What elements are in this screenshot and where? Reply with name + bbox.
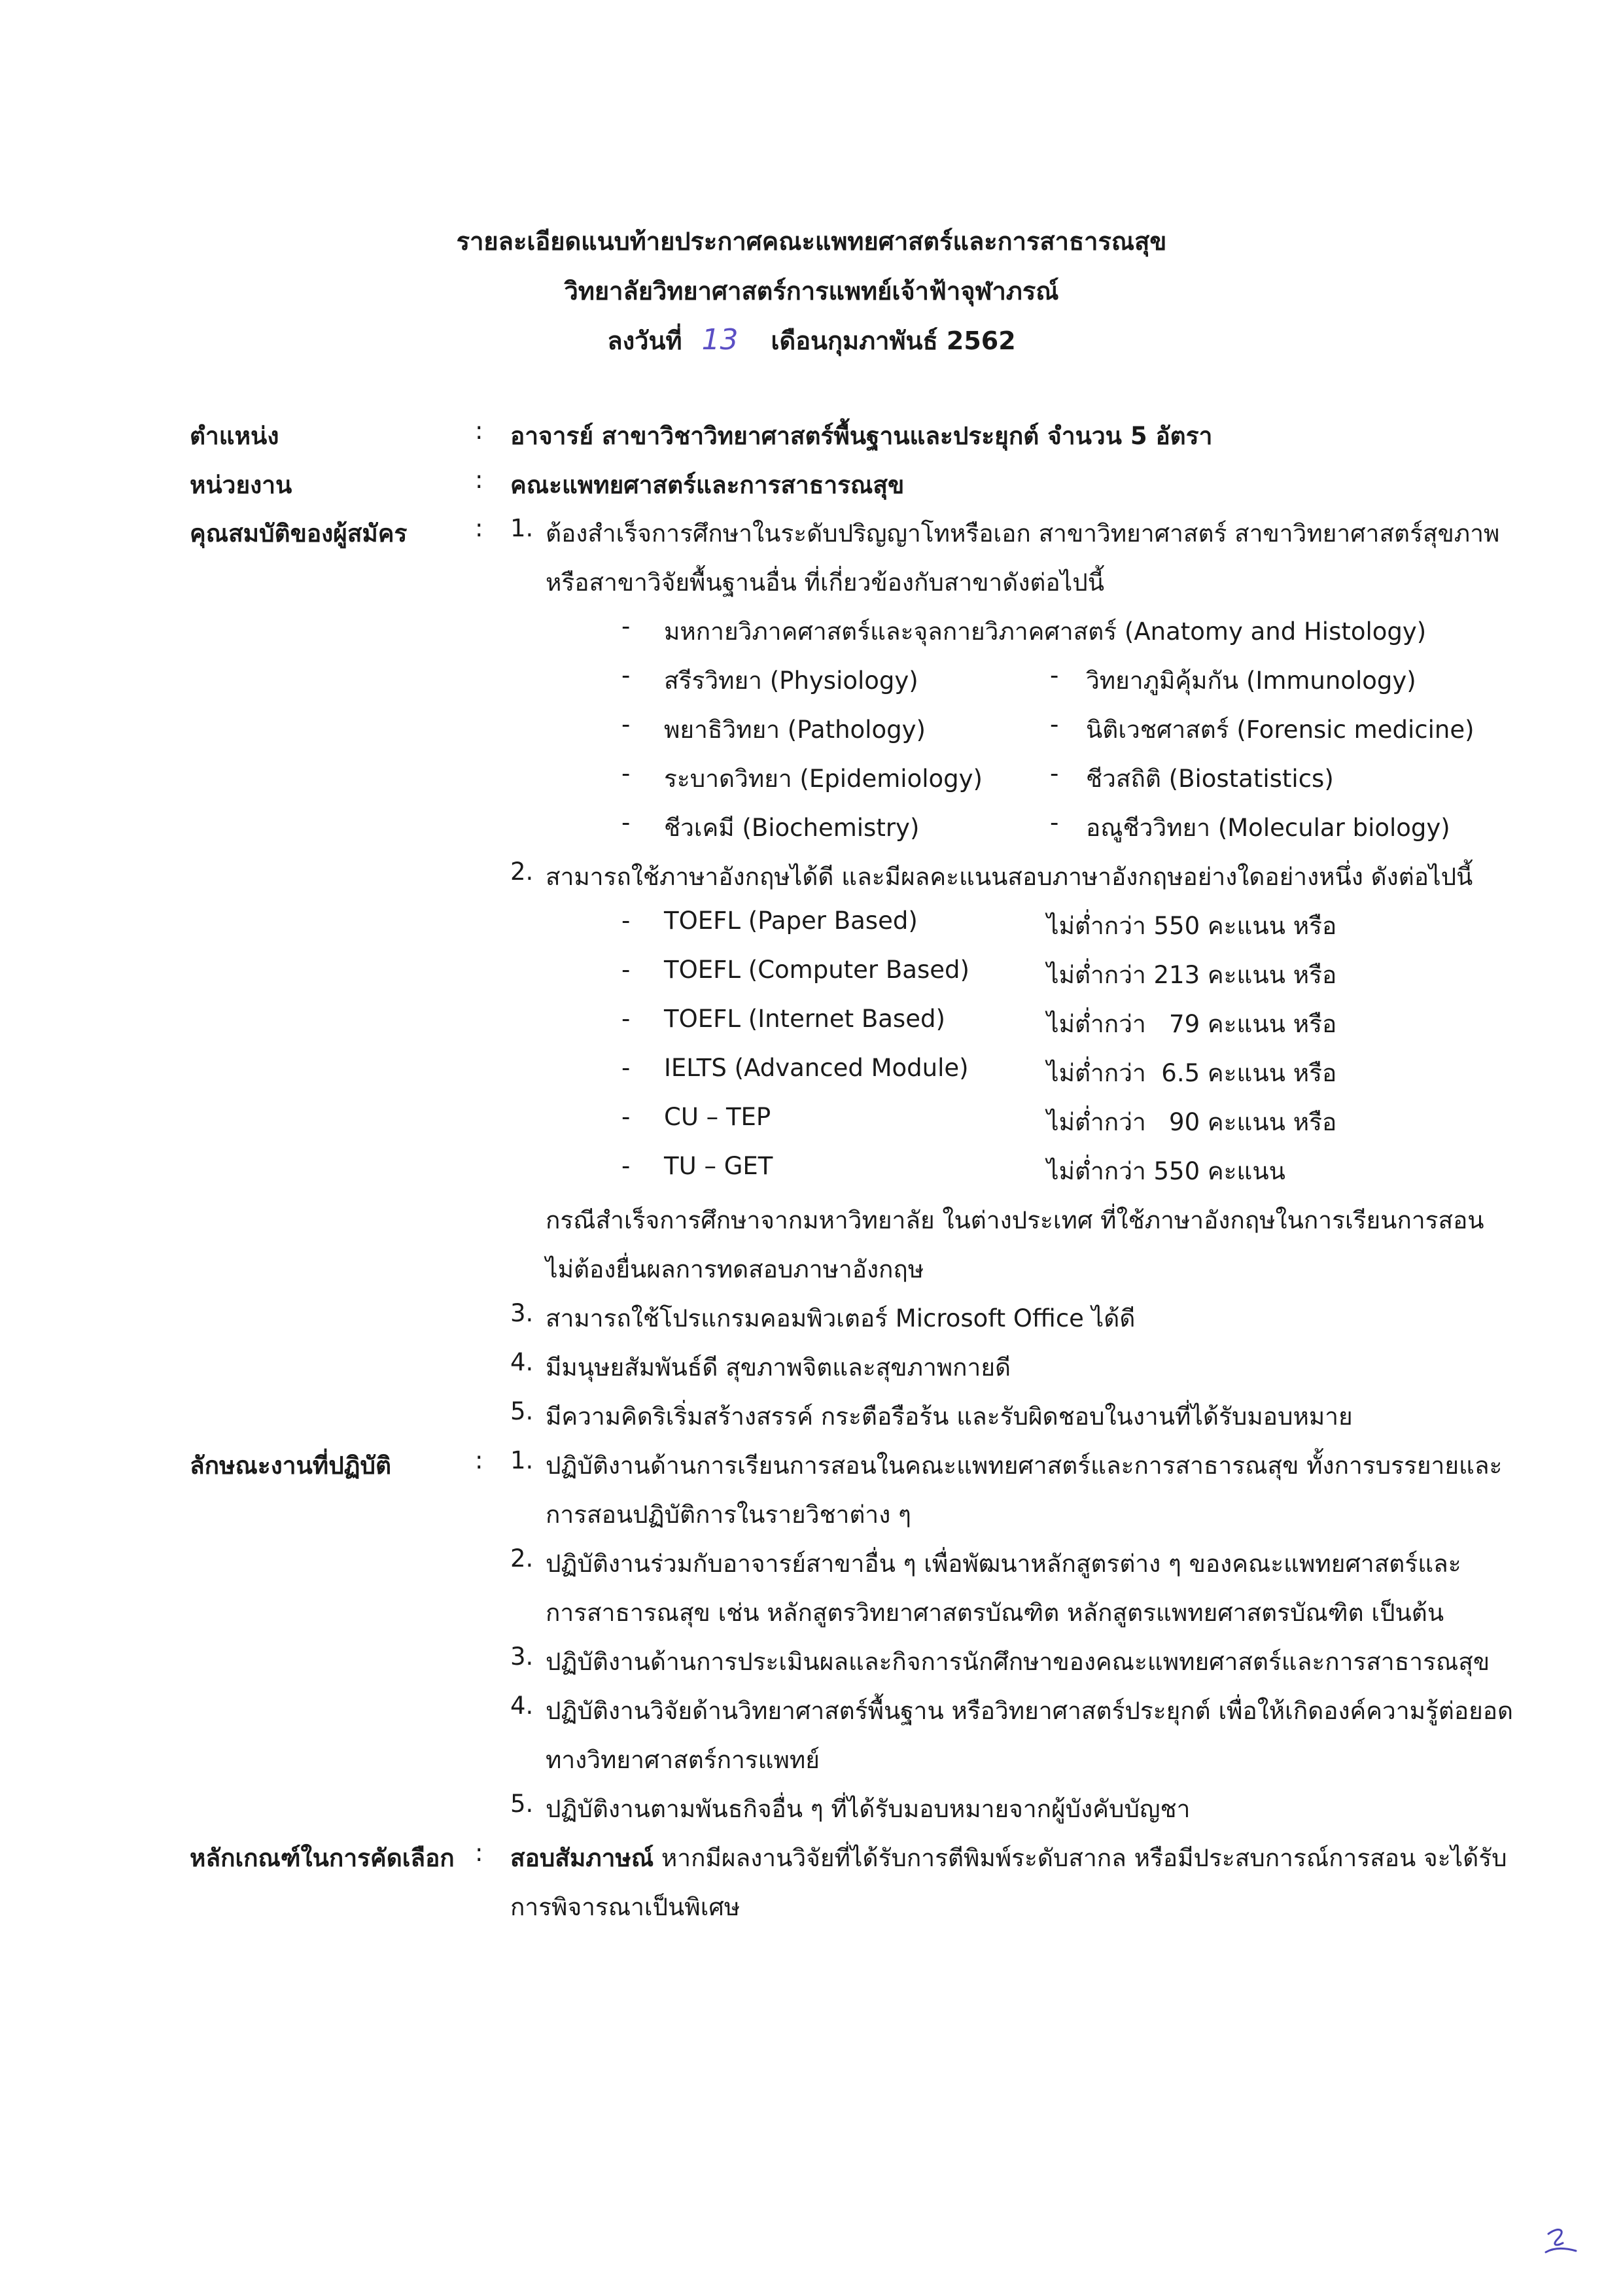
- qual-item-1-line-2: หรือสาขาวิจัยพื้นฐานอื่น ที่เกี่ยวข้องกับสาขาดังต่อไปนี้: [546, 568, 1105, 597]
- qual-item-5: มีความคิดริเริ่มสร้างสรรค์ กระตือรือร้น และรับผิดชอบในงานที่ได้รับมอบหมาย: [546, 1402, 1353, 1431]
- position-label: ตำแหน่ง: [190, 422, 279, 450]
- field-item: นิติเวชศาสตร์ (Forensic medicine): [1086, 716, 1475, 744]
- qual-item-3: สามารถใช้โปรแกรมคอมพิวเตอร์ Microsoft Office ได้ดี: [546, 1304, 1136, 1332]
- bullet-dash: -: [621, 661, 631, 689]
- bullet-dash: -: [621, 710, 631, 739]
- field-item: ชีวเคมี (Biochemistry): [664, 814, 920, 842]
- unit-label: หน่วยงาน: [190, 471, 292, 499]
- criteria-line-1: [510, 1839, 1507, 1877]
- criteria-line-2: การพิจารณาเป็นพิเศษ: [510, 1893, 741, 1921]
- field-item: ระบาดวิทยา (Epidemiology): [664, 765, 983, 793]
- list-number: 4.: [510, 1348, 534, 1376]
- list-number: 1.: [510, 514, 534, 542]
- bullet-dash: -: [621, 907, 631, 935]
- qual-note-line-1: กรณีสำเร็จการศึกษาจากมหาวิทยาลัย ในต่างประเทศ ที่ใช้ภาษาอังกฤษในการเรียนการสอน: [546, 1206, 1484, 1234]
- date-day-handwritten: 13: [701, 323, 739, 357]
- qual-item-2: สามารถใช้ภาษาอังกฤษได้ดี และมีผลคะแนนสอบภาษาอังกฤษอย่างใดอย่างหนึ่ง ดังต่อไปนี้: [546, 863, 1473, 891]
- duty-item-1-line-2: การสอนปฏิบัติการในรายวิชาต่าง ๆ: [546, 1501, 911, 1529]
- bullet-dash: -: [621, 759, 631, 788]
- test-name: TOEFL (Internet Based): [664, 1005, 945, 1033]
- duty-item-4-line-1: ปฏิบัติงานวิจัยด้านวิทยาศาสตร์พื้นฐาน หรือวิทยาศาสตร์ประยุกต์ เพื่อให้เกิดองค์ความรู้ต่อยอด: [546, 1697, 1514, 1725]
- bullet-dash: -: [1050, 809, 1059, 837]
- colon: :: [475, 1446, 483, 1474]
- list-number: 5.: [510, 1397, 534, 1425]
- field-item: พยาธิวิทยา (Pathology): [664, 716, 926, 744]
- test-name: IELTS (Advanced Module): [664, 1054, 969, 1082]
- bullet-dash: -: [1050, 661, 1059, 689]
- colon: :: [475, 1839, 483, 1867]
- duty-item-2-line-1: ปฏิบัติงานร่วมกับอาจารย์สาขาอื่น ๆ เพื่อพัฒนาหลักสูตรต่าง ๆ ของคณะแพทยศาสตร์และ: [546, 1550, 1461, 1578]
- test-score: ไม่ต่ำกว่า 90 คะแนน หรือ: [1047, 1108, 1337, 1136]
- bullet-dash: -: [621, 1103, 631, 1131]
- header-line-1: รายละเอียดแนบท้ายประกาศคณะแพทยศาสตร์และการสาธารณสุข: [456, 227, 1167, 256]
- test-score: ไม่ต่ำกว่า 550 คะแนน: [1047, 1157, 1285, 1185]
- list-number: 2.: [510, 1544, 534, 1573]
- header-date-line: [0, 321, 1623, 360]
- duty-item-1-line-1: ปฏิบัติงานด้านการเรียนการสอนในคณะแพทยศาสตร์และการสาธารณสุข ทั้งการบรรยายและ: [546, 1452, 1503, 1480]
- qual-note-line-2: ไม่ต้องยื่นผลการทดสอบภาษาอังกฤษ: [546, 1255, 924, 1283]
- test-score: ไม่ต่ำกว่า 550 คะแนน หรือ: [1047, 912, 1337, 940]
- list-number: 4.: [510, 1692, 534, 1720]
- duty-item-4-line-2: ทางวิทยาศาสตร์การแพทย์: [546, 1746, 820, 1774]
- unit-value: คณะแพทยศาสตร์และการสาธารณสุข: [510, 471, 905, 499]
- field-item: วิทยาภูมิคุ้มกัน (Immunology): [1086, 667, 1416, 695]
- test-name: TOEFL (Paper Based): [664, 907, 918, 935]
- bullet-dash: -: [1050, 759, 1059, 788]
- bullet-dash: -: [621, 1152, 631, 1180]
- header-line-2: วิทยาลัยวิทยาศาสตร์การแพทย์เจ้าฟ้าจุฬาภรณ์: [564, 277, 1059, 305]
- list-number: 2.: [510, 858, 534, 886]
- bullet-dash: -: [1050, 710, 1059, 739]
- colon: :: [475, 417, 483, 445]
- bullet-dash: -: [621, 1054, 631, 1082]
- colon: :: [475, 514, 483, 542]
- test-score: ไม่ต่ำกว่า 213 คะแนน หรือ: [1047, 961, 1337, 989]
- test-name: TOEFL (Computer Based): [664, 956, 969, 984]
- duty-item-3: ปฏิบัติงานด้านการประเมินผลและกิจการนักศึกษาของคณะแพทยศาสตร์และการสาธารณสุข: [546, 1648, 1490, 1676]
- bullet-dash: -: [621, 612, 631, 640]
- qualifications-label: คุณสมบัติของผู้สมัคร: [190, 519, 408, 548]
- field-item: มหกายวิภาคศาสตร์และจุลกายวิภาคศาสตร์ (Anatomy and Histology): [664, 617, 1427, 646]
- field-item: สรีรวิทยา (Physiology): [664, 667, 918, 695]
- criteria-label: หลักเกณฑ์ในการคัดเลือก: [190, 1844, 455, 1872]
- bullet-dash: -: [621, 809, 631, 837]
- test-score: ไม่ต่ำกว่า 79 คะแนน หรือ: [1047, 1010, 1337, 1038]
- date-prefix: ลงวันที่: [607, 326, 682, 355]
- list-number: 1.: [510, 1446, 534, 1474]
- duty-item-5: ปฏิบัติงานตามพันธกิจอื่น ๆ ที่ได้รับมอบหมายจากผู้บังคับบัญชา: [546, 1795, 1191, 1823]
- date-month: เดือนกุมภาพันธ์ 2562: [771, 326, 1016, 355]
- duties-label: ลักษณะงานที่ปฏิบัติ: [190, 1452, 392, 1480]
- position-value: อาจารย์ สาขาวิชาวิทยาศาสตร์พื้นฐานและประยุกต์ จำนวน 5 อัตรา: [510, 422, 1213, 450]
- list-number: 3.: [510, 1643, 534, 1671]
- qual-item-1-line-1: ต้องสำเร็จการศึกษาในระดับปริญญาโทหรือเอก สาขาวิทยาศาสตร์ สาขาวิทยาศาสตร์สุขภาพ: [546, 519, 1500, 548]
- field-item: อณูชีววิทยา (Molecular biology): [1086, 814, 1450, 842]
- colon: :: [475, 466, 483, 494]
- list-number: 3.: [510, 1299, 534, 1327]
- field-item: ชีวสถิติ (Biostatistics): [1086, 765, 1334, 793]
- criteria-bold-lead: สอบสัมภาษณ์: [510, 1844, 654, 1872]
- bullet-dash: -: [621, 956, 631, 984]
- test-name: TU – GET: [664, 1152, 773, 1180]
- handwritten-initial: [1541, 2221, 1580, 2260]
- qual-item-4: มีมนุษยสัมพันธ์ดี สุขภาพจิตและสุขภาพกายดี: [546, 1353, 1011, 1382]
- duty-item-2-line-2: การสาธารณสุข เช่น หลักสูตรวิทยาศาสตรบัณฑิต หลักสูตรแพทยศาสตรบัณฑิต เป็นต้น: [546, 1599, 1444, 1627]
- test-name: CU – TEP: [664, 1103, 771, 1131]
- bullet-dash: -: [621, 1005, 631, 1033]
- list-number: 5.: [510, 1790, 534, 1818]
- test-score: ไม่ต่ำกว่า 6.5 คะแนน หรือ: [1047, 1059, 1337, 1087]
- criteria-line-1-rest: หากมีผลงานวิจัยที่ได้รับการตีพิมพ์ระดับสากล หรือมีประสบการณ์การสอน จะได้รับ: [654, 1844, 1507, 1872]
